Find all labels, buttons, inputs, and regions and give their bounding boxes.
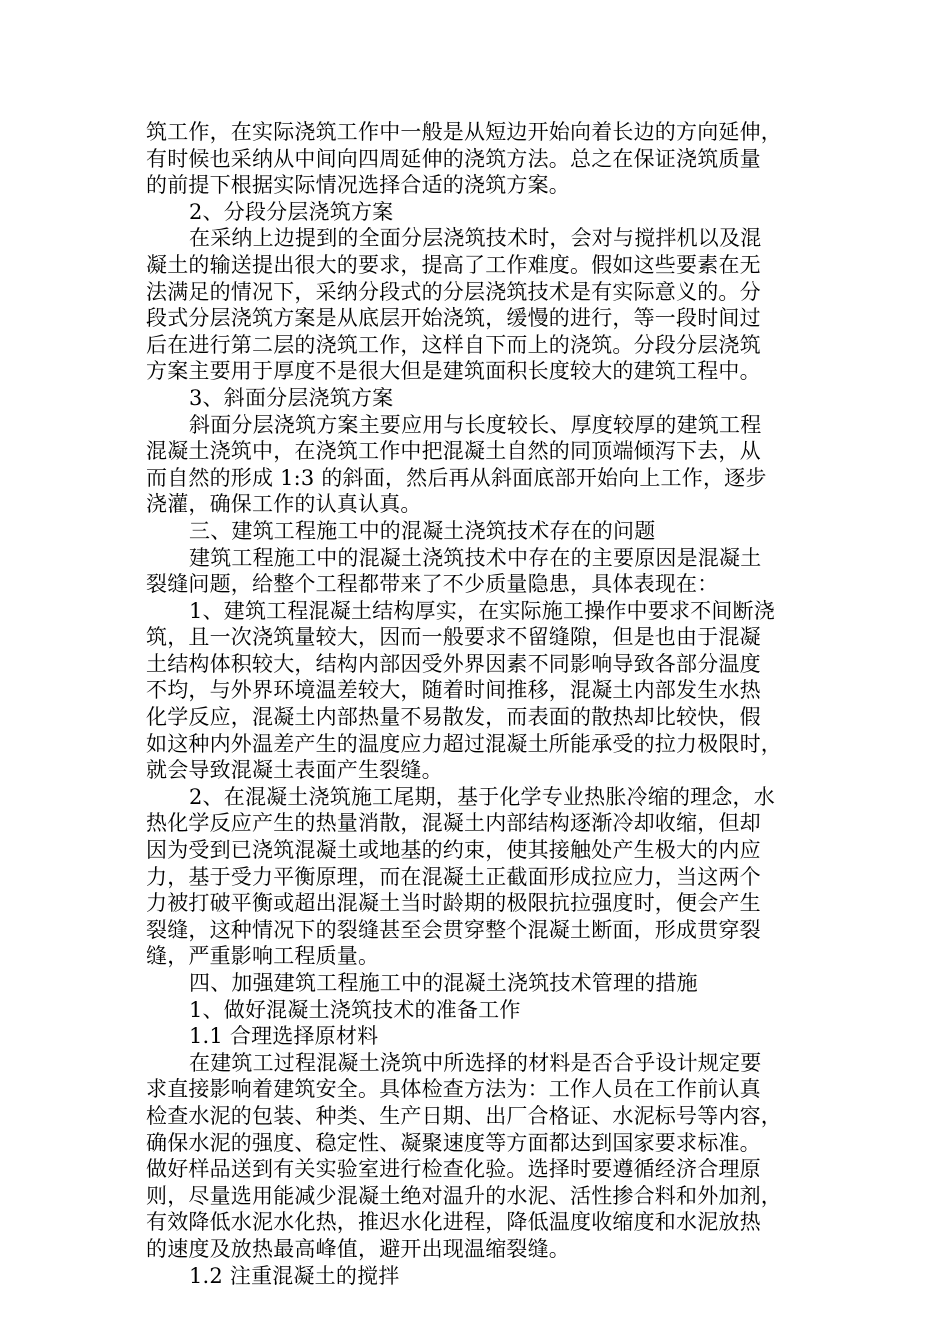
text-line: 三、建筑工程施工中的混凝土浇筑技术存在的问题: [189, 518, 656, 543]
text-line: 缝，严重影响工程质量。: [146, 944, 380, 969]
text-line: 力被打破平衡或超出混凝土当时龄期的极限抗拉强度时，便会产生: [146, 891, 761, 916]
text-line: 建筑工程施工中的混凝土浇筑技术中存在的主要原因是混凝土: [189, 545, 762, 570]
text-line: 浇灌，确保工作的认真认真。: [146, 492, 422, 517]
text-line: 筑工作，在实际浇筑工作中一般是从短边开始向着长边的方向延伸，: [146, 120, 782, 144]
text-line: 斜面分层浇筑方案主要应用与长度较长、厚度较厚的建筑工程: [189, 412, 762, 437]
text-line: 1、建筑工程混凝土结构厚实，在实际施工操作中要求不间断浇: [189, 598, 775, 623]
text-line: 后在进行第二层的浇筑工作，这样自下而上的浇筑。分段分层浇筑: [146, 332, 761, 357]
text-line: 凝土的输送提出很大的要求，提高了工作难度。假如这些要素在无: [146, 252, 761, 277]
text-line: 求直接影响着建筑安全。具体检查方法为：工作人员在工作前认真: [146, 1077, 761, 1102]
text-line: 法满足的情况下，采纳分段式的分层浇筑技术是有实际意义的。分: [146, 279, 761, 304]
text-line: 就会导致混凝土表面产生裂缝。: [146, 758, 443, 783]
document-page: [146, 119, 807, 1289]
text-line: 方案主要用于厚度不是很大但是建筑面积长度较大的建筑工程中。: [146, 359, 761, 384]
text-line: 确保水泥的强度、稳定性、凝聚速度等方面都达到国家要求标准。: [146, 1130, 761, 1155]
text-line: 有效降低水泥水化热，推迟水化进程，降低温度收缩度和水泥放热: [146, 1210, 761, 1235]
text-line: 1、做好混凝土浇筑技术的准备工作: [189, 997, 521, 1022]
text-line: 2、在混凝土浇筑施工尾期，基于化学专业热胀冷缩的理念，水: [189, 784, 775, 809]
text-line: 混凝土浇筑中，在浇筑工作中把混凝土自然的同顶端倾泻下去，从: [146, 439, 761, 464]
text-line: 在采纳上边提到的全面分层浇筑技术时，会对与搅拌机以及混: [189, 226, 762, 251]
text-line: 因为受到已浇筑混凝土或地基的约束，使其接触处产生极大的内应: [146, 838, 761, 863]
text-line: 段式分层浇筑方案是从底层开始浇筑，缓慢的进行，等一段时间过: [146, 306, 761, 331]
text-line: 如这种内外温差产生的温度应力超过混凝土所能承受的拉力极限时，: [146, 731, 782, 756]
text-line: 热化学反应产生的热量消散，混凝土内部结构逐渐冷却收缩，但却: [146, 811, 761, 836]
text-line: 则，尽量选用能减少混凝土绝对温升的水泥、活性掺合料和外加剂，: [146, 1183, 782, 1208]
text-line: 1.1 合理选择原材料: [189, 1024, 379, 1049]
text-line: 裂缝问题，给整个工程都带来了不少质量隐患，具体表现在：: [146, 572, 719, 597]
text-line: 3、斜面分层浇筑方案: [189, 385, 394, 410]
text-line: 1.2 注重混凝土的搅拌: [189, 1263, 400, 1288]
text-line: 四、加强建筑工程施工中的混凝土浇筑技术管理的措施: [189, 971, 698, 995]
text-line: 2、分段分层浇筑方案: [189, 199, 394, 224]
text-line: 土结构体积较大，结构内部因受外界因素不同影响导致各部分温度: [146, 651, 761, 676]
text-line: 化学反应，混凝土内部热量不易散发，而表面的散热却比较快，假: [146, 705, 761, 730]
text-line: 有时候也采纳从中间向四周延伸的浇筑方法。总之在保证浇筑质量: [146, 146, 761, 171]
text-line: 的前提下根据实际情况选择合适的浇筑方案。: [146, 173, 570, 198]
text-line: 裂缝，这种情况下的裂缝甚至会贯穿整个混凝土断面，形成贯穿裂: [146, 917, 761, 942]
text-line: 而自然的形成 1:3 的斜面，然后再从斜面底部开始向上工作，逐步: [146, 465, 767, 490]
text-line: 做好样品送到有关实验室进行检查化验。选择时要遵循经济合理原: [146, 1157, 761, 1182]
text-line: 的速度及放热最高峰值，避开出现温缩裂缝。: [146, 1236, 570, 1261]
text-line: 不均，与外界环境温差较大，随着时间推移，混凝土内部发生水热: [146, 678, 761, 703]
text-line: 力，基于受力平衡原理，而在混凝土正截面形成拉应力，当这两个: [146, 864, 761, 889]
text-line: 筑，且一次浇筑量较大，因而一般要求不留缝隙，但是也由于混凝: [146, 625, 761, 650]
text-line: 检查水泥的包装、种类、生产日期、出厂合格证、水泥标号等内容，: [146, 1103, 782, 1128]
text-line: 在建筑工过程混凝土浇筑中所选择的材料是否合乎设计规定要: [189, 1050, 762, 1075]
